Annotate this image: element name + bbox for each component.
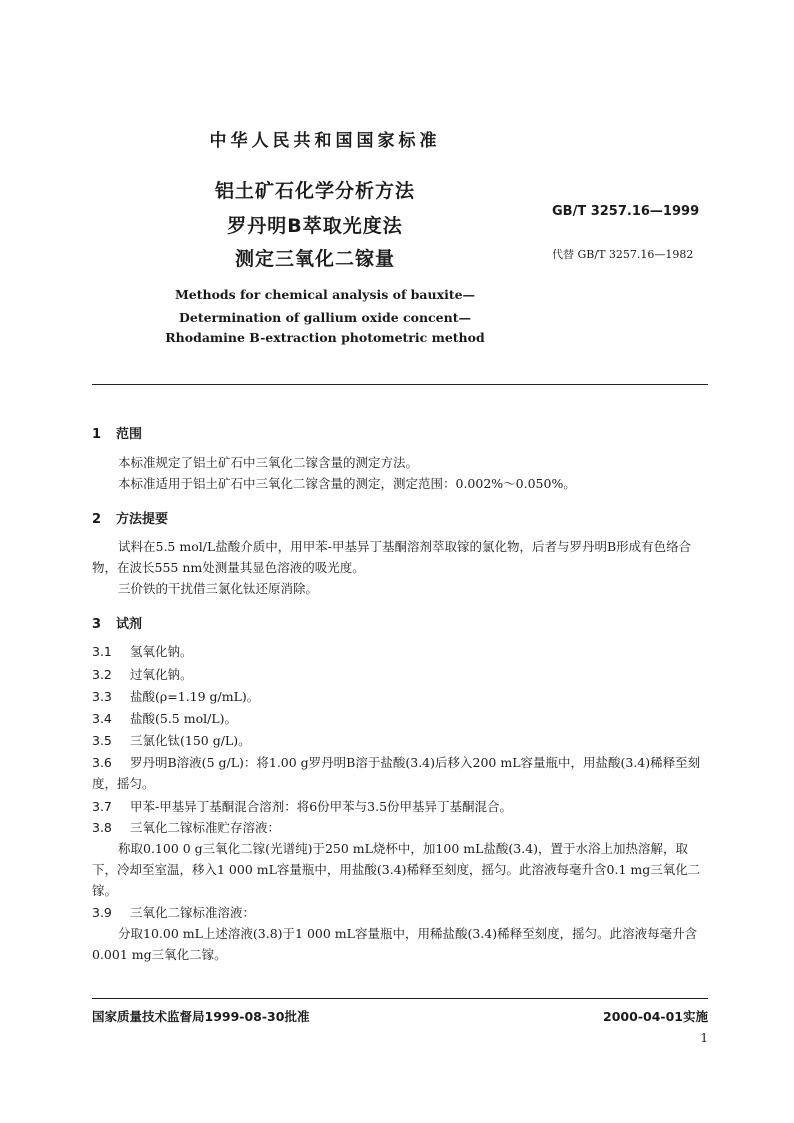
section-heading-method-summary <box>92 508 168 527</box>
item-text: 罗丹明B溶液(5 g/L)：将1.00 g罗丹明B溶于盐酸(3.4)后移入200 mL容量瓶中，用盐酸(3.4)稀释至刻度，摇匀。 <box>92 755 701 791</box>
item-text: 三氯化钛(150 g/L)。 <box>130 733 251 748</box>
item-text: 三氧化二镓标准溶液： <box>130 905 256 920</box>
item-text: 过氧化钠。 <box>130 667 193 682</box>
reagent-item <box>92 796 708 817</box>
reagent-item <box>92 730 708 751</box>
section-heading-reagents <box>92 613 142 632</box>
method-paragraph-2: 三价铁的干扰借三氯化钛还原消除。 <box>118 581 319 596</box>
standard-code: GB/T 3257.16—1999 <box>552 204 700 219</box>
title-cn-line-1: 铝土矿石化学分析方法 <box>214 180 415 202</box>
title-en-line-3: Rhodamine B-extraction photometric method <box>165 330 485 345</box>
item-number: 3.3 <box>92 689 112 704</box>
title-en-line-2: Determination of gallium oxide concent— <box>179 310 471 325</box>
section-number: 1 <box>92 427 102 442</box>
item-number: 3.4 <box>92 711 112 726</box>
item-number: 3.5 <box>92 733 112 748</box>
approval-statement: 国家质量技术监督局1999-08-30批准 <box>92 1009 310 1024</box>
header-divider <box>92 384 708 385</box>
item-number: 3.8 <box>92 820 112 835</box>
item-number: 3.2 <box>92 667 112 682</box>
reagent-item <box>92 817 708 838</box>
item-number: 3.1 <box>92 644 112 659</box>
item-number: 3.9 <box>92 905 112 920</box>
item-text: 三氧化二镓标准贮存溶液： <box>130 820 281 835</box>
reagent-item <box>92 708 708 729</box>
scope-paragraph-1: 本标准规定了铝土矿石中三氧化二镓含量的测定方法。 <box>118 455 419 470</box>
section-title: 试剂 <box>116 617 143 632</box>
method-paragraph-1: 试料在5.5 mol/L盐酸介质中，用甲苯-甲基异丁基酮溶剂萃取镓的氯化物，后者与罗丹明B形成有色络合物，在波长555 nm处测量其显色溶液的吸光度。 <box>92 539 692 575</box>
title-cn-line-3: 测定三氧化二镓量 <box>234 248 395 270</box>
item-text: 甲苯-甲基异丁基酮混合溶剂：将6份甲苯与3.5份甲基异丁基酮混合。 <box>130 799 513 814</box>
replaces-standard: 代替 GB/T 3257.16—1982 <box>552 248 694 261</box>
item-number: 3.7 <box>92 799 112 814</box>
reagent-item <box>92 902 708 923</box>
item-text: 氢氧化钠。 <box>130 644 193 659</box>
item-text: 盐酸(5.5 mol/L)。 <box>130 711 237 726</box>
reagent-item <box>92 752 708 794</box>
section-title: 方法提要 <box>116 512 169 527</box>
item-number: 3.6 <box>92 755 112 770</box>
national-standard-heading: 中华人民共和国国家标准 <box>209 131 441 151</box>
item-text: 盐酸(ρ=1.19 g/mL)。 <box>130 689 260 704</box>
title-en-line-1: Methods for chemical analysis of bauxite— <box>174 287 476 302</box>
footer-divider <box>92 998 708 999</box>
page-number: 1 <box>700 1031 708 1045</box>
section-heading-scope <box>92 423 142 442</box>
section-number: 3 <box>92 617 102 632</box>
effective-date: 2000-04-01实施 <box>603 1009 708 1024</box>
scope-paragraph-2: 本标准适用于铝土矿石中三氧化二镓含量的测定，测定范围：0.002%～0.050%。 <box>118 476 576 491</box>
standard-solution-paragraph: 分取10.00 mL上述溶液(3.8)于1 000 mL容量瓶中，用稀盐酸(3.4)稀释至刻度，摇匀。此溶液每毫升含0.001 mg三氧化二镓。 <box>92 926 698 962</box>
section-number: 2 <box>92 512 102 527</box>
reagent-item <box>92 664 708 685</box>
reagent-item <box>92 641 708 662</box>
section-title: 范围 <box>116 427 143 442</box>
title-cn-line-2: 罗丹明B萃取光度法 <box>227 215 403 237</box>
reagent-item <box>92 686 708 707</box>
stock-solution-paragraph: 称取0.100 0 g三氧化二镓(光谱纯)于250 mL烧杯中，加100 mL盐酸(3.4)，置于水浴上加热溶解，取下，冷却至室温，移入1 000 mL容量瓶中，用盐酸(3.4)稀释至刻度，摇匀。此溶液每毫升含0.1 mg三氧化二镓。 <box>92 841 701 898</box>
